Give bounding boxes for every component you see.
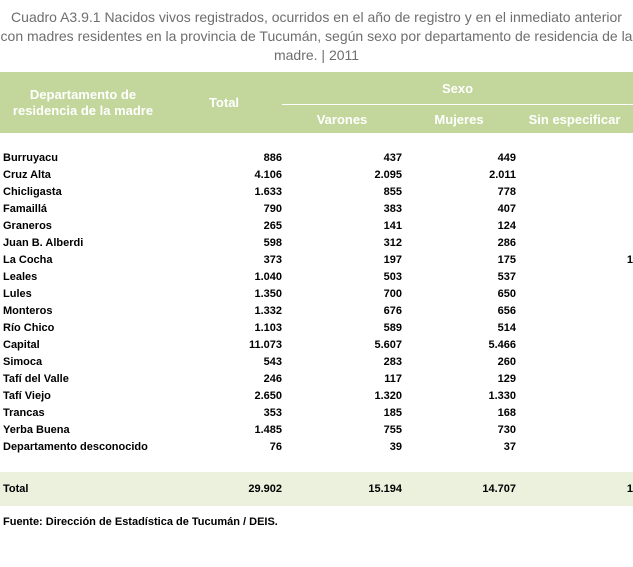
total-female: 14.707 [402, 472, 516, 506]
cell-male: 855 [383, 186, 402, 198]
births-table [0, 72, 633, 506]
table-row [0, 439, 633, 456]
cell-female: 656 [497, 305, 516, 317]
cell-female: 2.011 [489, 169, 516, 181]
total-value: 29.902 [166, 472, 282, 506]
cell-unspecified [516, 303, 633, 320]
cell-female: 129 [497, 373, 516, 385]
cell-male: 39 [389, 441, 402, 453]
cell-total: 373 [263, 254, 282, 266]
cell-unspecified: 1 [626, 254, 633, 266]
cell-total: 2.650 [254, 390, 282, 402]
cell-male: 2.095 [374, 169, 402, 181]
cell-department: Trancas [3, 407, 45, 419]
table-row [0, 337, 633, 354]
cell-unspecified [516, 439, 633, 456]
cell-unspecified [516, 388, 633, 405]
cell-unspecified [516, 167, 633, 184]
cell-female: 407 [497, 203, 516, 215]
table-row [0, 320, 633, 337]
table-row [0, 167, 633, 184]
total-row [0, 472, 633, 506]
cell-total: 265 [263, 220, 282, 232]
cell-department: Monteros [3, 305, 53, 317]
cell-male: 185 [383, 407, 402, 419]
cell-department: Simoca [3, 356, 43, 368]
cell-female: 537 [497, 271, 516, 283]
cell-total: 598 [263, 237, 282, 249]
cell-total: 1.350 [254, 288, 282, 300]
cell-department: Yerba Buena [3, 424, 70, 436]
table-row [0, 252, 633, 269]
cell-unspecified [516, 150, 633, 167]
header-department: Departamento de residencia de la madre [0, 72, 166, 133]
cell-male: 676 [383, 305, 402, 317]
table-body [0, 133, 633, 506]
cell-total: 543 [263, 356, 282, 368]
cell-department: Lules [3, 288, 32, 300]
cell-unspecified [516, 371, 633, 388]
cell-department: Graneros [3, 220, 52, 232]
cell-male: 117 [384, 373, 402, 385]
cell-female: 260 [497, 356, 516, 368]
cell-total: 246 [263, 373, 282, 385]
source-note: Fuente: Dirección de Estadística de Tucumán / DEIS. [3, 516, 278, 528]
total-unspecified: 1 [516, 472, 633, 506]
cell-unspecified [516, 218, 633, 235]
header-female: Mujeres [402, 105, 516, 134]
cell-total: 790 [263, 203, 282, 215]
cell-female: 168 [497, 407, 516, 419]
cell-total: 1.103 [254, 322, 282, 334]
table-row [0, 405, 633, 422]
table-row [0, 201, 633, 218]
cell-total: 4.106 [254, 169, 282, 181]
header-unspecified: Sin especificar [516, 105, 633, 134]
cell-total: 11.073 [248, 339, 282, 351]
cell-unspecified [516, 184, 633, 201]
total-label: Total [0, 472, 166, 506]
cell-unspecified [516, 337, 633, 354]
cell-unspecified [516, 422, 633, 439]
header-male: Varones [282, 105, 402, 134]
cell-male: 141 [383, 220, 402, 232]
cell-department: Río Chico [3, 322, 55, 334]
cell-unspecified [516, 320, 633, 337]
cell-male: 1.320 [374, 390, 402, 402]
table-row [0, 422, 633, 439]
cell-total: 76 [269, 441, 282, 453]
cell-department: Tafí del Valle [3, 373, 69, 385]
cell-total: 1.332 [254, 305, 282, 317]
cell-female: 778 [497, 186, 516, 198]
cell-unspecified [516, 269, 633, 286]
cell-female: 730 [497, 424, 516, 436]
cell-female: 175 [497, 254, 516, 266]
cell-male: 312 [383, 237, 402, 249]
cell-total: 1.040 [254, 271, 282, 283]
cell-male: 589 [383, 322, 402, 334]
cell-department: Juan B. Alberdi [3, 237, 84, 249]
cell-unspecified [516, 354, 633, 371]
cell-male: 197 [383, 254, 402, 266]
table-title: Cuadro A3.9.1 Nacidos vivos registrados, ocurridos en el año de registro y en el inmediato anterior con madres residentes en la provincia de Tucumán, según sexo por departamento de residencia de la madre. | 2011 [0, 9, 633, 63]
cell-total: 353 [263, 407, 282, 419]
cell-department: Burruyacu [3, 152, 59, 164]
cell-female: 37 [503, 441, 516, 453]
cell-male: 283 [383, 356, 402, 368]
cell-male: 503 [383, 271, 402, 283]
table-row [0, 303, 633, 320]
cell-department: Departamento desconocido [3, 441, 148, 453]
cell-unspecified [516, 201, 633, 218]
table-row [0, 371, 633, 388]
cell-total: 1.633 [254, 186, 282, 198]
cell-total: 886 [263, 152, 282, 164]
cell-female: 650 [497, 288, 516, 300]
cell-department: Capital [3, 339, 40, 351]
cell-male: 437 [383, 152, 402, 164]
table-row [0, 150, 633, 167]
header-total: Total [166, 72, 282, 133]
table-row [0, 184, 633, 201]
cell-department: Leales [3, 271, 38, 283]
total-male: 15.194 [282, 472, 402, 506]
cell-female: 286 [497, 237, 516, 249]
cell-department: Famaillá [3, 203, 48, 215]
header-sex: Sexo [282, 72, 633, 105]
cell-male: 700 [383, 288, 402, 300]
cell-department: La Cocha [3, 254, 53, 266]
cell-department: Chicligasta [3, 186, 62, 198]
table-row [0, 354, 633, 371]
table-row [0, 388, 633, 405]
table-row [0, 218, 633, 235]
cell-female: 124 [497, 220, 516, 232]
table-row [0, 235, 633, 252]
cell-male: 5.607 [374, 339, 402, 351]
cell-unspecified [516, 235, 633, 252]
cell-unspecified [516, 405, 633, 422]
cell-female: 5.466 [488, 339, 516, 351]
cell-male: 755 [383, 424, 402, 436]
cell-female: 1.330 [488, 390, 516, 402]
cell-female: 514 [497, 322, 516, 334]
cell-male: 383 [383, 203, 402, 215]
cell-department: Cruz Alta [3, 169, 51, 181]
cell-department: Tafí Viejo [3, 390, 51, 402]
cell-unspecified [516, 286, 633, 303]
cell-female: 449 [497, 152, 516, 164]
cell-total: 1.485 [254, 424, 282, 436]
table-row [0, 269, 633, 286]
table-row [0, 286, 633, 303]
